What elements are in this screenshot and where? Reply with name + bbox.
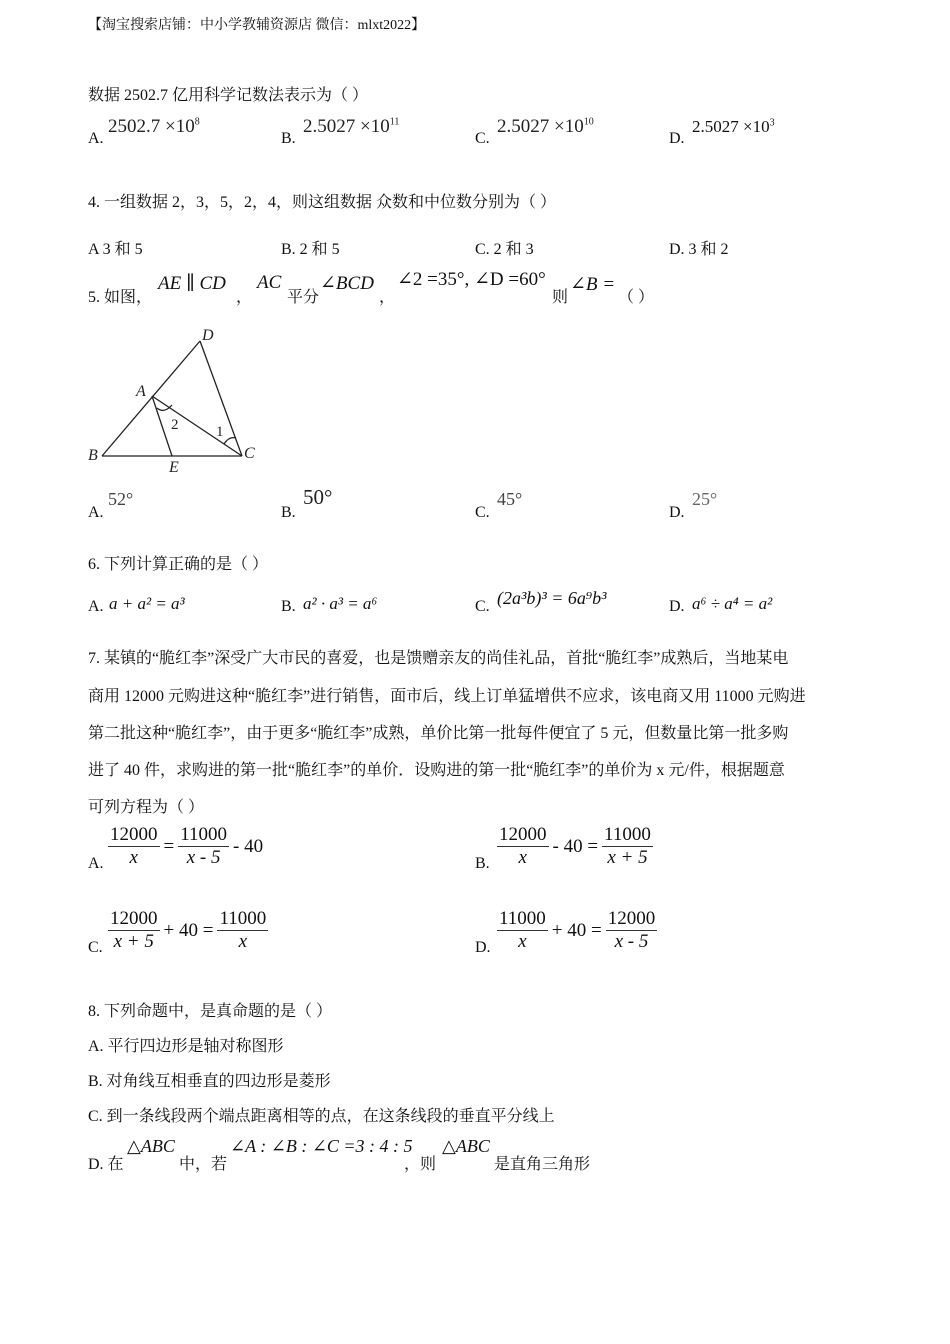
vertex-label-c: C — [244, 445, 255, 462]
q3-option-b-expr: $2.5027 \times 10^{11}$ — [303, 116, 400, 137]
q5-option-a-value: 52° — [108, 489, 134, 509]
q6-option-b-expr: a² · a³ = a⁶ — [303, 594, 378, 613]
q3-option-d-label: D. — [669, 130, 685, 147]
q7-line-2: 商用 12000 元购进这种“脆红李”进行销售，面市后，线上订单猛增供不应求，该电商又用 11000 元购进 — [88, 688, 806, 705]
q5-condition-angle-bcd: ∠BCD — [320, 273, 374, 294]
q8-option-c: C. 到一条线段两个端点距离相等的点，在这条线段的垂直平分线上 — [88, 1108, 555, 1125]
q3-stem: 数据 2502.7 亿用科学记数法表示为（ ） — [88, 87, 369, 104]
q8-option-d-prefix: D. 在 — [88, 1156, 124, 1173]
q3-option-c-expr: $2.5027 \times 10^{10}$ — [497, 116, 594, 137]
q7-option-c-label: C. — [88, 939, 103, 956]
q5-triangle-figure — [84, 322, 264, 477]
q7-line-5: 可列方程为（ ） — [88, 799, 205, 816]
q8-option-d-then-text: ，则 — [404, 1156, 437, 1173]
q5-then-text: 则 — [552, 289, 569, 306]
vertex-label-b: B — [88, 447, 98, 464]
q3-option-a-expr: $2502.7 \times 10^8$ — [108, 116, 200, 137]
q6-option-c-expr: (2a³b)³ = 6a⁹b³ — [497, 588, 607, 608]
angle-label-2: 2 — [171, 417, 179, 433]
page-header: 【淘宝搜索店铺：中小学教辅资源店 微信：mlxt2022】 — [88, 18, 426, 33]
q7-option-d-equation: $\frac{11000}{x}$ + 40 = $\frac{12000}{x - 5}$ — [499, 908, 656, 952]
q5-separator-1: ， — [236, 289, 253, 306]
q5-option-b-value: 50° — [303, 485, 333, 509]
q3-option-d-expr: $2.5027 \times 10^3$ — [692, 117, 775, 136]
segment-ac — [152, 396, 242, 456]
q5-prefix: 5. 如图， — [88, 289, 153, 306]
q8-option-d-triangle-1: △ABC — [127, 1136, 175, 1156]
q8-option-d-triangle-2: △ABC — [442, 1136, 490, 1156]
q5-find-angle-b: ∠B = — [570, 274, 616, 295]
q4-option-a: A 3 和 5 — [88, 241, 143, 258]
q5-option-a-label: A. — [88, 504, 104, 521]
q4-option-d: D. 3 和 2 — [669, 241, 729, 258]
q6-option-c-label: C. — [475, 598, 490, 615]
q5-option-c-value: 45° — [497, 489, 523, 509]
q6-option-b-label: B. — [281, 598, 296, 615]
vertex-label-a: A — [136, 383, 146, 400]
q8-stem: 8. 下列命题中，是真命题的是（ ） — [88, 1003, 333, 1020]
vertex-label-d: D — [202, 327, 214, 344]
q6-option-d-label: D. — [669, 598, 685, 615]
q8-option-d-ratio: ∠A : ∠B : ∠C =3 : 4 : 5 — [230, 1136, 413, 1156]
q5-option-d-value: 25° — [692, 489, 718, 509]
segment-bd — [102, 341, 200, 456]
q5-separator-2: ， — [379, 289, 396, 306]
q8-option-b: B. 对角线互相垂直的四边形是菱形 — [88, 1073, 331, 1090]
q5-condition-angles: ∠2 =35°, ∠D =60° — [397, 269, 546, 290]
q6-stem: 6. 下列计算正确的是（ ） — [88, 556, 269, 573]
q6-option-d-expr: a⁶ ÷ a⁴ = a² — [692, 594, 773, 613]
angle-2-arc — [157, 405, 172, 410]
angle-1-arc — [224, 438, 236, 444]
q7-line-3: 第二批这种“脆红李”，由于更多“脆红李”成熟，单价比第一批每件便宜了 5 元，但数量比第一批多购 — [88, 725, 789, 742]
q4-option-c: C. 2 和 3 — [475, 241, 534, 258]
q7-option-c-equation: $\frac{12000}{x + 5}$ + 40 = $\frac{11000}{x}$ — [110, 908, 267, 952]
q4-stem: 4. 一组数据 2，3，5，2，4，则这组数据 众数和中位数分别为（ ） — [88, 194, 557, 211]
q8-option-d-if-text: 中，若 — [179, 1156, 228, 1173]
q3-option-b-label: B. — [281, 130, 296, 147]
q8-option-d-conclusion: 是直角三角形 — [494, 1156, 591, 1173]
q5-option-b-label: B. — [281, 504, 296, 521]
q7-option-b-equation: $\frac{12000}{x}$ - 40 = $\frac{11000}{x + 5}$ — [499, 824, 651, 868]
q7-option-d-label: D. — [475, 939, 491, 956]
q5-blank: （ ） — [618, 289, 655, 306]
q3-option-c-label: C. — [475, 130, 490, 147]
q7-line-4: 进了 40 件，求购进的第一批“脆红李”的单价．设购进的第一批“脆红李”的单价为 x 元/件，根据题意 — [88, 762, 785, 779]
q5-option-c-label: C. — [475, 504, 490, 521]
q5-condition-parallel: AE ∥ CD — [158, 273, 226, 294]
q4-option-b: B. 2 和 5 — [281, 241, 340, 258]
q6-option-a-label: A. — [88, 598, 104, 615]
q8-option-a: A. 平行四边形是轴对称图形 — [88, 1038, 284, 1055]
q5-condition-ac: AC — [257, 272, 282, 293]
q7-option-a-label: A. — [88, 855, 104, 872]
angle-label-1: 1 — [216, 424, 224, 440]
q6-option-a-expr: a + a² = a³ — [109, 594, 185, 613]
q7-line-1: 7. 某镇的“脆红李”深受广大市民的喜爱，也是馈赠亲友的尚佳礼品，首批“脆红李”成熟后，当地某电 — [88, 650, 789, 667]
q7-option-b-label: B. — [475, 855, 490, 872]
q5-option-d-label: D. — [669, 504, 685, 521]
q7-option-a-equation: $\frac{12000}{x}$ = $\frac{11000}{x - 5}$ - 40 — [110, 824, 264, 868]
segment-ae — [152, 396, 172, 456]
q3-option-a-label: A. — [88, 130, 104, 147]
vertex-label-e: E — [169, 459, 179, 476]
q5-condition-bisect-text: 平分 — [287, 289, 320, 306]
